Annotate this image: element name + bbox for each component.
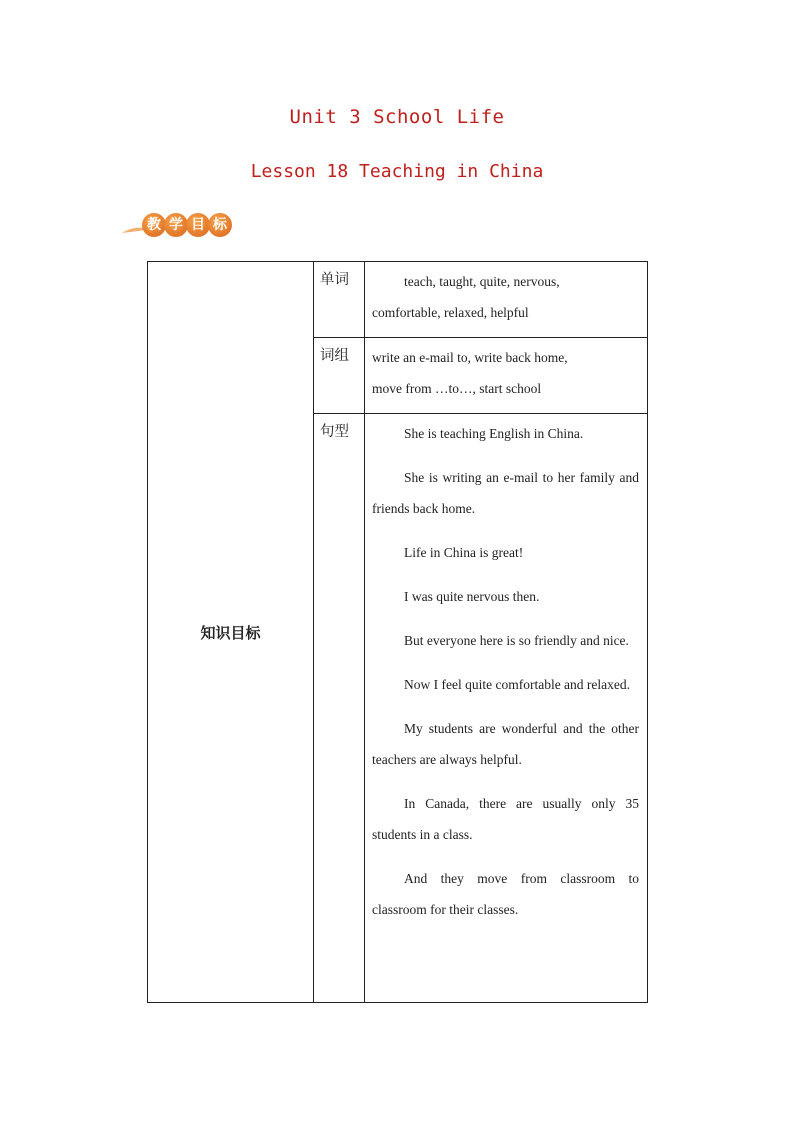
words-content: [365, 262, 648, 338]
knowledge-goals-table: [147, 261, 648, 1003]
type-cell-phrases: 词组: [314, 338, 365, 414]
content-line: comfortable, relaxed, helpful: [372, 305, 529, 320]
teaching-goals-badge: [120, 211, 230, 241]
sentence-paragraph: But everyone here is so friendly and nice.: [404, 633, 629, 648]
lesson-title: Lesson 18 Teaching in China: [250, 161, 544, 182]
sentence-paragraph: And they move from classroom to classroom for their classes.: [372, 871, 639, 917]
sentence-paragraph: She is writing an e-mail to her family and friends back home.: [372, 470, 639, 516]
content-line: write an e-mail to, write back home,: [372, 350, 568, 365]
table-row: [148, 262, 648, 338]
badge-char-2: 学: [164, 213, 188, 237]
badge-char-3: 目: [186, 213, 210, 237]
sentence-paragraph: In Canada, there are usually only 35 students in a class.: [372, 796, 639, 842]
content-line: teach, taught, quite, nervous,: [404, 274, 560, 289]
content-line: move from …to…, start school: [372, 381, 542, 396]
sentence-paragraph: I was quite nervous then.: [404, 589, 540, 604]
type-cell-sentences: 句型: [314, 414, 365, 1003]
sentence-paragraph: My students are wonderful and the other teachers are always helpful.: [372, 721, 639, 767]
sentence-paragraph: Now I feel quite comfortable and relaxed.: [404, 677, 631, 692]
category-cell: 知识目标: [148, 262, 314, 1003]
type-cell-words: 单词: [314, 262, 365, 338]
phrases-content: [365, 338, 648, 414]
unit-title: Unit 3 School Life: [289, 106, 505, 128]
sentence-paragraph: She is teaching English in China.: [404, 426, 584, 441]
badge-char-1: 教: [142, 213, 166, 237]
badge-char-4: 标: [208, 213, 232, 237]
sentences-content: [365, 414, 648, 1003]
sentence-paragraph: Life in China is great!: [404, 545, 524, 560]
